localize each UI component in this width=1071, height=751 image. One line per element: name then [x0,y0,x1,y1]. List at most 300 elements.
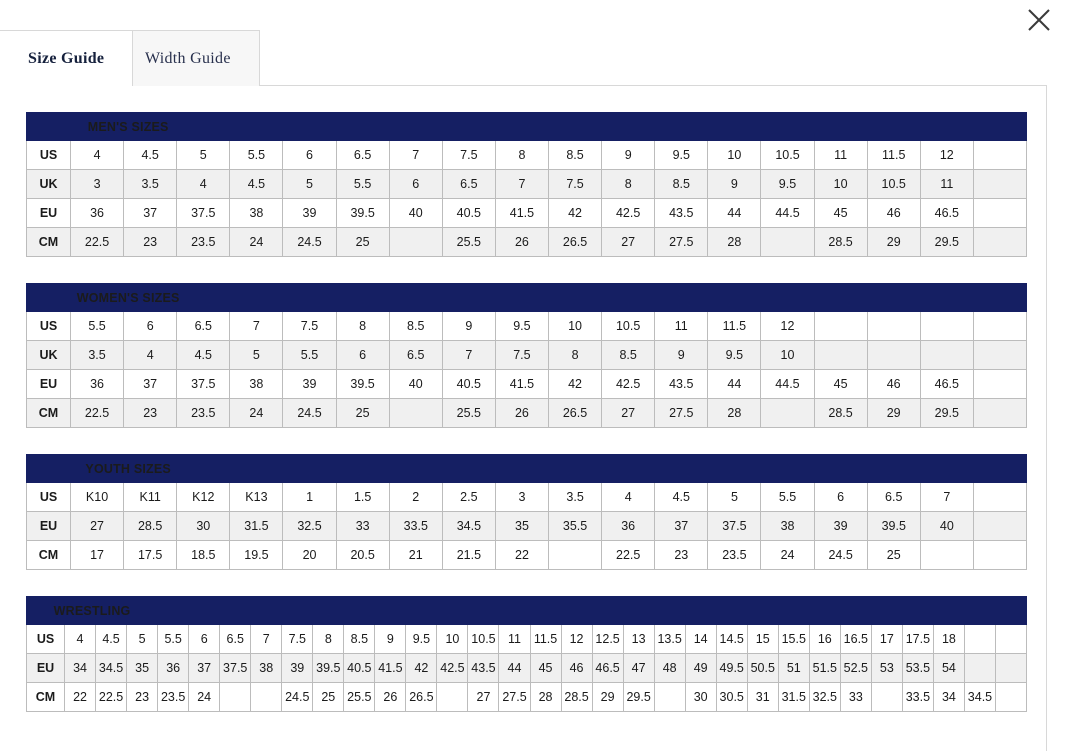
table-cell: 5.5 [283,341,336,370]
table-cell: 45 [530,654,561,683]
table-cell: 12 [920,141,973,170]
table-cell: 8 [548,341,601,370]
table-header-cell [344,597,375,625]
table-cell: 36 [71,370,124,399]
table-cell: 7 [251,625,282,654]
table-cell: 10.5 [602,312,655,341]
table-header-cell [389,455,442,483]
table-cell: 17.5 [124,541,177,570]
table-cell: 23.5 [158,683,189,712]
table-cell: 14 [685,625,716,654]
table-row [27,341,1027,370]
table-cell: 36 [71,199,124,228]
table-header-cell [708,113,761,141]
table-row [27,199,1027,228]
table-header-cell [389,284,442,312]
table-cell: 6.5 [177,312,230,341]
table-cell [995,625,1026,654]
row-label: UK [27,341,71,370]
table-cell: 34 [933,683,964,712]
table-cell: 44 [708,370,761,399]
table-cell: 6 [124,312,177,341]
table-cell: 38 [230,370,283,399]
table-cell: 31 [747,683,778,712]
table-cell: 36 [158,654,189,683]
table-header-row [27,455,1027,483]
table-cell: 33.5 [902,683,933,712]
table-header-cell [867,455,920,483]
row-label: CM [27,228,71,257]
table-cell: 42.5 [602,370,655,399]
table-header-cell [761,455,814,483]
table-cell: 4.5 [177,341,230,370]
table-header-cell [561,597,592,625]
size-tables [26,112,1026,738]
table-cell: 52.5 [840,654,871,683]
table-cell [995,654,1026,683]
table-cell: 19.5 [230,541,283,570]
tab-width-guide-label: Width Guide [145,49,231,67]
table-row [27,512,1027,541]
table-cell [973,541,1026,570]
table-cell: 20.5 [336,541,389,570]
table-header-cell [708,284,761,312]
table-header-cell [623,597,654,625]
table-cell: 25 [336,399,389,428]
table-cell: 6 [189,625,220,654]
table-cell: 39.5 [336,199,389,228]
table-cell: 8.5 [549,141,602,170]
table-cell: 54 [933,654,964,683]
table-cell: 6 [389,170,442,199]
table-cell: 7 [389,141,442,170]
table-cell: 34.5 [96,654,127,683]
table-cell: 29.5 [920,399,973,428]
table-header-cell [495,113,548,141]
table-cell: 33.5 [389,512,442,541]
table-cell: 12.5 [592,625,623,654]
table-cell: 30 [177,512,230,541]
table-cell: 22 [495,541,548,570]
table-header-cell [549,455,602,483]
table-header-cell [655,455,708,483]
table-cell: 5 [283,170,336,199]
table-header-row [27,597,1027,625]
table-cell: 6 [283,141,336,170]
table-cell: 17 [871,625,902,654]
table-cell: 23.5 [708,541,761,570]
table-cell: 38 [251,654,282,683]
table-cell: 5 [708,483,761,512]
table-cell: 23 [655,541,708,570]
table-cell: 8.5 [655,170,708,199]
table-cell: 12 [761,312,814,341]
table-cell: 35.5 [549,512,602,541]
table-cell: 42.5 [602,199,655,228]
table-cell: 3 [495,483,548,512]
table-cell: 9.5 [708,341,761,370]
table-cell: 24.5 [282,683,313,712]
table-cell: 24 [230,228,283,257]
table-cell: 4.5 [655,483,708,512]
table-cell: 42 [548,370,601,399]
table-cell: 25.5 [344,683,375,712]
table-title: YOUTH SIZES [27,455,230,483]
table-cell [973,141,1026,170]
table-cell: 3 [71,170,124,199]
table-cell: 5.5 [230,141,283,170]
table-cell: 39.5 [867,512,920,541]
table-header-cell [437,597,468,625]
table-cell: 11 [814,141,867,170]
table-cell: 2.5 [442,483,495,512]
table-cell: 5 [177,141,230,170]
table-cell: 27 [602,399,655,428]
table-cell: 46.5 [592,654,623,683]
table-cell: 9.5 [761,170,814,199]
table-cell [973,312,1026,341]
row-label: EU [27,512,71,541]
size-table [26,454,1027,570]
table-cell: 34.5 [964,683,995,712]
table-header-cell [654,597,685,625]
table-cell: 30 [685,683,716,712]
table-header-cell [442,284,495,312]
table-cell: 21.5 [442,541,495,570]
table-header-cell [920,113,973,141]
table-cell: 4 [602,483,655,512]
table-cell: 7.5 [442,141,495,170]
tab-width-guide[interactable] [116,30,260,86]
table-cell: 27 [468,683,499,712]
table-cell: 45 [814,370,867,399]
tab-size-guide[interactable] [0,30,133,86]
table-header-cell [964,597,995,625]
table-row [27,683,1027,712]
table-cell: 38 [761,512,814,541]
table-cell: 7 [495,170,548,199]
table-header-cell [761,284,814,312]
table-cell: 23.5 [177,399,230,428]
table-cell: 30.5 [716,683,747,712]
table-row [27,625,1027,654]
table-cell: 35 [127,654,158,683]
table-cell [867,312,920,341]
table-cell: 4.5 [230,170,283,199]
table-header-cell [708,455,761,483]
table-cell: 28.5 [124,512,177,541]
table-cell: 43.5 [468,654,499,683]
table-cell: K13 [230,483,283,512]
table-header-cell [902,597,933,625]
table-cell [251,683,282,712]
table-cell: 31.5 [778,683,809,712]
table-header-cell [230,284,283,312]
size-table [26,596,1027,712]
table-cell: 8 [495,141,548,170]
row-label: EU [27,370,71,399]
table-cell: 41.5 [495,199,548,228]
table-header-cell [548,284,601,312]
table-cell: 8 [336,312,389,341]
table-cell: 43.5 [655,199,708,228]
table-cell [437,683,468,712]
table-cell: 6 [336,341,389,370]
table-cell: 27.5 [655,399,708,428]
table-header-cell [747,597,778,625]
table-cell: 32.5 [809,683,840,712]
table-header-cell [158,597,189,625]
table-row [27,654,1027,683]
table-cell: 37.5 [177,370,230,399]
table-cell: 3.5 [71,341,124,370]
table-cell: 23 [124,228,177,257]
table-header-cell [499,597,530,625]
table-cell: 35 [495,512,548,541]
table-cell: 46 [867,199,920,228]
row-label: CM [27,683,65,712]
table-cell: 15 [747,625,778,654]
table-cell [973,341,1026,370]
row-label: US [27,625,65,654]
table-cell: 9 [375,625,406,654]
table-cell: 25 [336,228,389,257]
table-cell: 40 [389,199,442,228]
table-cell: 33 [840,683,871,712]
table-row [27,312,1027,341]
table-cell [814,341,867,370]
table-cell: 10.5 [761,141,814,170]
table-cell: 9 [655,341,708,370]
table-cell: 44.5 [761,370,814,399]
table-cell: 37.5 [220,654,251,683]
table-cell: 10 [708,141,761,170]
size-table [26,283,1027,428]
table-cell: 44 [708,199,761,228]
table-row [27,541,1027,570]
table-cell: 6.5 [867,483,920,512]
table-cell: 37.5 [177,199,230,228]
table-header-cell [602,455,655,483]
table-cell: 1.5 [336,483,389,512]
table-header-cell [220,597,251,625]
table-cell: 37 [124,370,177,399]
table-cell: 5.5 [158,625,189,654]
table-header-cell [336,113,389,141]
table-cell: 11 [655,312,708,341]
table-cell: 6.5 [389,341,442,370]
table-cell: 46.5 [920,370,973,399]
table-cell [995,683,1026,712]
table-cell: 42 [549,199,602,228]
table-header-cell [283,455,336,483]
table-cell: 7 [920,483,973,512]
table-cell: 37 [189,654,220,683]
table-header-cell [549,113,602,141]
table-cell: 6 [814,483,867,512]
table-cell: 22 [65,683,96,712]
table-cell: 48 [654,654,685,683]
table-cell: 8 [602,170,655,199]
table-row [27,399,1027,428]
table-cell: 3.5 [124,170,177,199]
table-cell: 18 [933,625,964,654]
size-table [26,112,1027,257]
table-cell [220,683,251,712]
table-cell [973,399,1026,428]
table-cell: 7 [230,312,283,341]
table-cell: 25 [867,541,920,570]
table-cell: 12 [561,625,592,654]
table-header-cell [809,597,840,625]
table-header-cell [495,455,548,483]
table-cell: 50.5 [747,654,778,683]
table-cell: K12 [177,483,230,512]
table-cell [761,228,814,257]
table-cell: 24.5 [814,541,867,570]
table-cell: 6.5 [220,625,251,654]
table-cell: 24 [761,541,814,570]
table-header-cell [871,597,902,625]
table-header-cell [282,597,313,625]
table-cell: 37.5 [708,512,761,541]
row-label: US [27,483,71,512]
table-header-cell [920,284,973,312]
table-header-cell [920,455,973,483]
table-cell: 45 [814,199,867,228]
table-header-cell [336,455,389,483]
table-cell: 29.5 [920,228,973,257]
table-cell: 5.5 [336,170,389,199]
row-label: UK [27,170,71,199]
table-header-cell [867,284,920,312]
table-cell [973,483,1026,512]
table-cell: 28 [530,683,561,712]
table-header-cell [530,597,561,625]
table-header-cell [283,113,336,141]
table-cell: 22.5 [96,683,127,712]
table-row [27,228,1027,257]
table-cell: 27.5 [655,228,708,257]
table-cell: 39 [283,199,336,228]
table-cell: 4 [71,141,124,170]
table-cell: 9.5 [655,141,708,170]
table-cell [867,341,920,370]
table-cell [973,199,1026,228]
table-cell: 43.5 [655,370,708,399]
table-cell: 13 [623,625,654,654]
table-header-cell [840,597,871,625]
table-header-cell [592,597,623,625]
table-header-row [27,113,1027,141]
table-cell: 39.5 [313,654,344,683]
table-cell: 26 [495,399,548,428]
table-header-cell [814,113,867,141]
table-cell: 39 [814,512,867,541]
table-cell: 8.5 [389,312,442,341]
table-cell: 4.5 [124,141,177,170]
table-title: MEN'S SIZES [27,113,230,141]
table-cell: 7 [442,341,495,370]
table-header-cell [442,113,495,141]
table-cell [964,625,995,654]
table-header-cell [867,113,920,141]
table-cell: 24.5 [283,228,336,257]
table-row [27,370,1027,399]
table-header-cell [685,597,716,625]
table-cell: 17 [71,541,124,570]
table-cell: 51 [778,654,809,683]
table-cell: 20 [283,541,336,570]
table-cell: 11 [499,625,530,654]
table-header-cell [406,597,437,625]
table-cell: 17.5 [902,625,933,654]
table-cell: 40.5 [344,654,375,683]
table-cell: 42.5 [437,654,468,683]
table-cell: 5 [127,625,158,654]
table-cell: 42 [406,654,437,683]
table-cell: 4 [65,625,96,654]
table-cell: 25.5 [442,399,495,428]
table-cell: 28.5 [814,399,867,428]
table-cell: 6.5 [336,141,389,170]
table-row [27,141,1027,170]
table-header-cell [468,597,499,625]
table-cell [761,399,814,428]
table-cell: 28 [708,399,761,428]
table-cell: 24.5 [283,399,336,428]
table-cell [920,341,973,370]
table-cell [973,170,1026,199]
table-cell: 34 [65,654,96,683]
table-cell: 3.5 [549,483,602,512]
table-header-cell [230,113,283,141]
table-cell: 18.5 [177,541,230,570]
table-cell: 26.5 [549,228,602,257]
table-cell: 36 [602,512,655,541]
table-cell: 33 [336,512,389,541]
row-label: EU [27,199,71,228]
table-cell: 25 [313,683,344,712]
tab-bar [0,30,1047,86]
table-cell: 26.5 [548,399,601,428]
table-cell: 13.5 [654,625,685,654]
table-header-cell [442,455,495,483]
table-cell: 40.5 [442,370,495,399]
table-header-cell [602,284,655,312]
table-cell: 10 [548,312,601,341]
table-cell: 41.5 [375,654,406,683]
table-cell: 40 [920,512,973,541]
tab-size-guide-label: Size Guide [28,49,105,67]
table-cell: 5.5 [71,312,124,341]
table-cell: 27.5 [499,683,530,712]
table-header-row [27,284,1027,312]
table-cell: 41.5 [495,370,548,399]
table-header-cell [778,597,809,625]
table-cell: 7.5 [283,312,336,341]
table-header-cell [655,113,708,141]
table-cell: 29 [867,399,920,428]
table-cell: 51.5 [809,654,840,683]
table-cell [920,312,973,341]
table-cell: 15.5 [778,625,809,654]
table-cell: 26.5 [406,683,437,712]
table-cell: 5 [230,341,283,370]
table-cell: 16.5 [840,625,871,654]
table-cell: 11 [920,170,973,199]
table-cell [973,370,1026,399]
